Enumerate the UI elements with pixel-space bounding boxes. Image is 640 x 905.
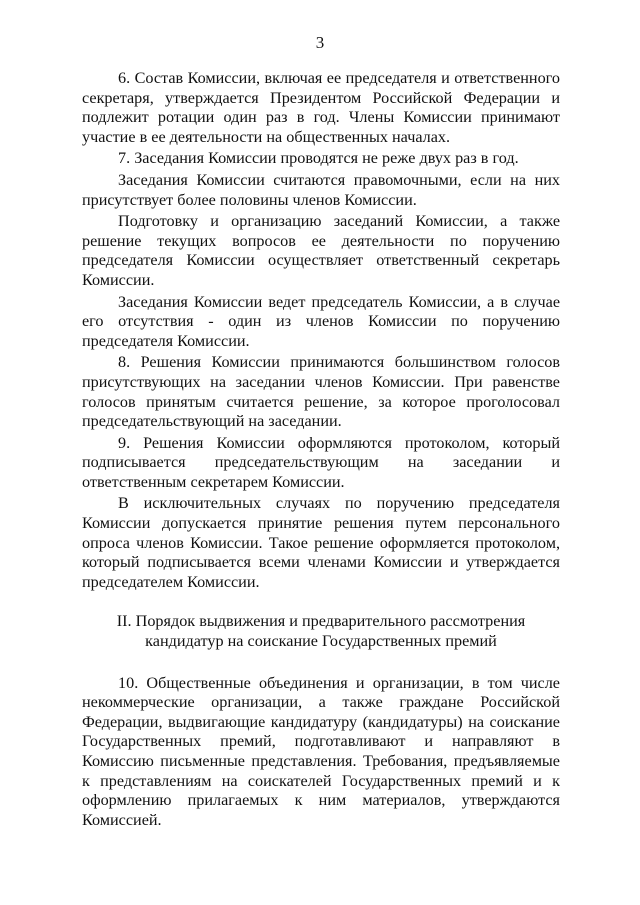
paragraph-9: 9. Решения Комиссии оформляются протоколом, который подписывается председательствующим на заседании и ответственным секретарем Комиссии. [82,433,560,491]
paragraph-exceptional: В исключительных случаях по поручению председателя Комиссии допускается принятие решения путем персонального опроса членов Комиссии. Такое решение оформляется протоколом, который подписывается всеми членами Комиссии и утверждается председателем Комиссии. [82,494,560,591]
page-number: 3 [315,33,325,52]
paragraph-chair: Заседания Комиссии ведет председатель Комиссии, а в случае его отсутствия - один из членов Комиссии по поручению председателя Комиссии. [82,292,560,350]
section-heading-line-1: II. Порядок выдвижения и предварительного рассмотрения [116,612,526,631]
paragraph-quorum: Заседания Комиссии считаются правомочными, если на них присутствует более половины членов Комиссии. [82,170,560,209]
section-heading [82,612,560,651]
paragraph-secretary: Подготовку и организацию заседаний Комиссии, а также решение текущих вопросов ее деятельности по поручению председателя Комиссии осуществляет ответственный секретарь Комиссии. [82,212,560,289]
paragraph-6: 6. Состав Комиссии, включая ее председателя и ответственного секретаря, утверждается Президентом Российской Федерации и подлежит ротации один раз в год. Члены Комиссии принимают участие в ее деятельности на общественных началах. [82,69,560,146]
document-body [82,69,560,830]
section-heading-line-2: кандидатур на соискание Государственных премий [145,632,497,651]
paragraph-7: 7. Заседания Комиссии проводятся не реже двух раз в год. [118,149,519,168]
paragraph-8: 8. Решения Комиссии принимаются большинством голосов присутствующих на заседании членов Комиссии. При равенстве голосов принятым считается решение, за которое проголосовал председательствующий на заседании. [82,353,560,431]
paragraph-10: 10. Общественные объединения и организации, в том числе некоммерческие организации, а также граждане Российской Федерации, выдвигающие кандидатуру (кандидатуры) на соискание Государственных премий, подготавливают и направляют в Комиссию письменные представления. Требования, предъявляемые к представлениям на соискателей Государственных премий и к оформлению прилагаемых к ним материалов, утверждаются Комиссией. [82,673,560,829]
